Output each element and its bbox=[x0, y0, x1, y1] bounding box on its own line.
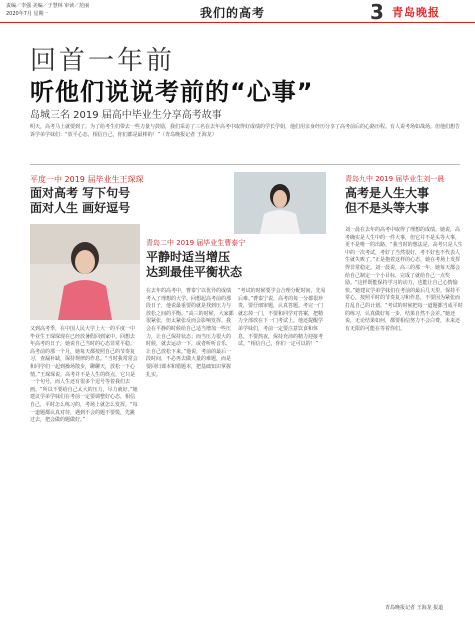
story2-label: 青岛二中 2019 届毕业生曹泰宁 bbox=[146, 239, 246, 247]
header-meta bbox=[6, 2, 89, 18]
story1-headline-line2: 面对人生 画好逗号 bbox=[30, 201, 131, 215]
story1-body: 又到高考季，在中国人民大学上大一的平度一中毕业生王琛琛现在已经放暑假回到家中。回想去年高考的日子，她说自己当时的心态非常平稳。高考前的那一个月，她每天都按照自己的节奏复习，查漏补缺，保持规律的作息。“当时我常常会和同学们一起到操场散步，聊聊天，放松一下心情。”王琛琛说，高考并不是人生的终点，它只是一个句号，而人生还有很多个逗号等着我们去画。“所以不要给自己太大的压力，尽力就好。”她建议学弟学妹们在考前一定要调整好心态，相信自己，平时怎么练习的，考场上就怎么发挥。“每一道题都认真对待，遇到不会的题不要慌，先跳过去，把会做的题做好。” bbox=[30, 326, 138, 424]
page-header bbox=[0, 0, 475, 23]
divider bbox=[30, 164, 460, 165]
story3-headline-line2: 但不是头等大事 bbox=[345, 201, 430, 215]
portrait-image bbox=[234, 172, 326, 234]
header-meta-editors: 责编／李强 美编／于慧林 审读／范丽 bbox=[6, 3, 90, 9]
story1-photo bbox=[30, 224, 140, 320]
story3-byline: 青岛晚报记者 王海龙 报道 bbox=[385, 605, 444, 611]
article-subtitle: 听他们说说考前的“心事” bbox=[30, 78, 314, 106]
story3-headline-line1: 高考是人生大事 bbox=[345, 186, 430, 200]
story1-label: 平度一中 2019 届毕业生王琛琛 bbox=[30, 175, 144, 184]
newspaper-logo: 青岛晚报 bbox=[392, 6, 440, 19]
page-number: 3 bbox=[370, 0, 384, 24]
story1-headline bbox=[30, 186, 130, 216]
portrait-image bbox=[30, 224, 140, 320]
story2-body-col2: “考试的时候要学会合理分配时间，先易后难。”曹泰宁说，高考的每一分都很珍贵，要仔细审题，认真答题。考完一门就忘掉一门，不要和同学对答案，把精力全部放在下一门考试上。他还提醒学弟学妹们，考前一定要注意饮食和休息，不要熬夜，保持充沛的精力迎接考试。“相信自己，你们一定可以的！” bbox=[238, 288, 326, 348]
story2-body-col1: 在去年的高考中，曹泰宁以优异的成绩考入了理想的大学。回想起高考前的那段日子，他说最重要的就是找到压力与放松之间的平衡。“高三的时候，大家都很紧张，但太紧张反而会影响发挥。我会在平静的时候给自己适当增加一些压力，让自己保持状态；而当压力很大的时候，就去运动一下，或者听听音乐，让自己放松下来。”他说，考前的最后一段时间，不必再去做大量的难题，而是要回归课本和错题本，把基础知识掌握扎实。 bbox=[146, 288, 234, 378]
story3-body: 刘一晨在去年的高考中取得了理想的成绩。她说，高考确实是人生中的一件大事，但它并不是头等大事，更不是唯一的出路。“我当时的想法是，高考只是人生中的一次考试，考好了当然很好，考不好也不代表人生就失败了。”正是抱着这样的心态，她在考场上发挥得非常稳定。刘一晨说，高三的那一年，她每天都会给自己制定一个小目标，完成了就给自己一点奖励。“这样既能保持学习的动力，也能让自己心情愉快。”她建议学弟学妹们在考前的最后几天里，保持平常心，按照平时的节奏复习和作息，不要因为紧张而打乱自己的计划。“考试的时候把每一道题都当成平时的练习，认真做好每一步，结果自然不会差。”她还说，无论结果如何，都要相信努力不会白费，未来还有无限的可能在等着你们。 bbox=[345, 227, 463, 332]
story2-photo bbox=[234, 172, 326, 234]
story3-label: 青岛九中 2019 届毕业生刘一晨 bbox=[345, 175, 445, 183]
section-title: 我们的高考 bbox=[200, 6, 266, 20]
article-intro: 明天，高考马上就要到了。为了给考生们带去一些力量与鼓励，我们采访了三名在去年高考中取得好成绩的学长学姐，他们用亲身经历分享了高考前后的心路历程。有人说考场如战场，但他们想告诉学弟学妹们：“放平心态，相信自己，你们都是最棒的！”（青岛晚报记者 王海龙） bbox=[30, 124, 461, 138]
story3-headline bbox=[345, 186, 429, 216]
story1-headline-line1: 面对高考 写下句号 bbox=[30, 186, 131, 200]
story2-headline-line2: 达到最佳平衡状态 bbox=[146, 265, 243, 279]
story2-headline bbox=[146, 250, 242, 280]
story2-headline-line1: 平静时适当增压 bbox=[146, 250, 231, 264]
article-deck: 岛城三名 2019 届高中毕业生分享高考故事 bbox=[30, 110, 222, 121]
article-title: 回首一年前 bbox=[30, 46, 176, 76]
header-meta-date: 2020年7月 星期一 bbox=[6, 11, 49, 17]
